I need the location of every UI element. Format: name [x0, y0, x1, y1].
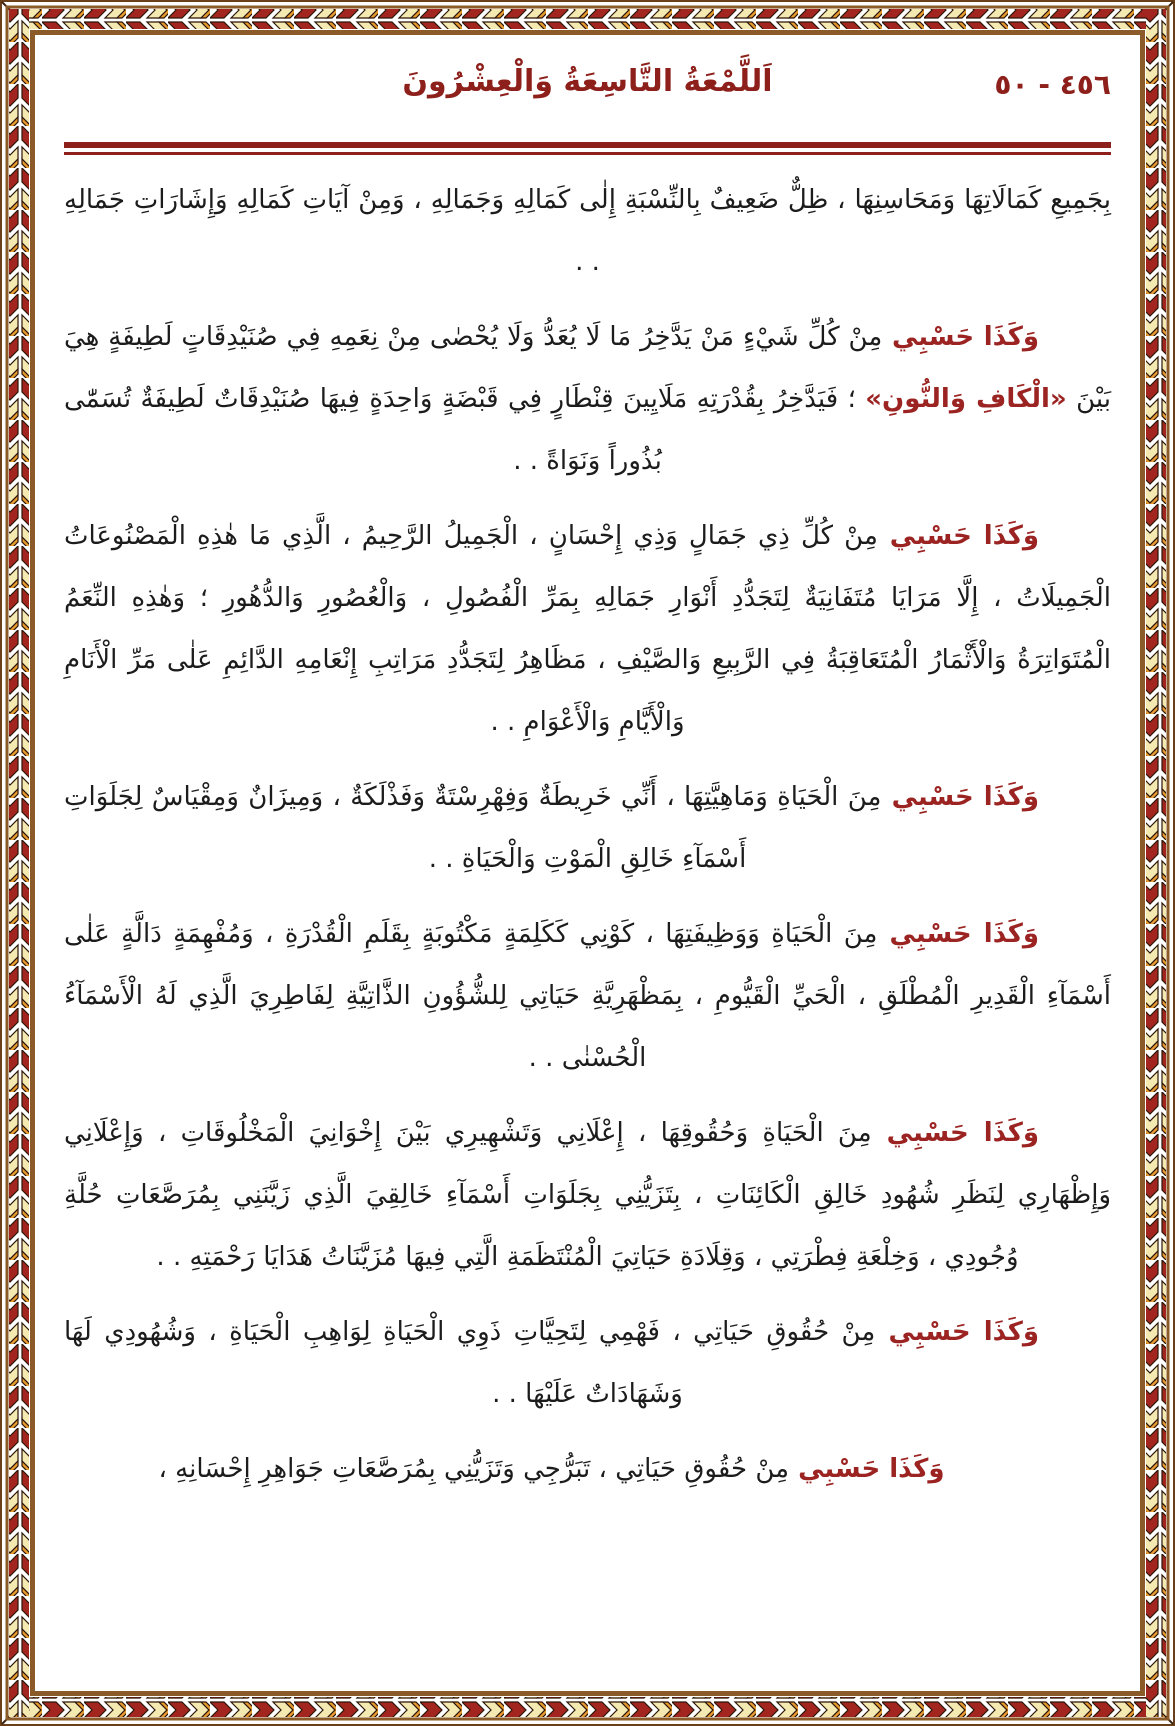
red-emphasis-text: وَكَذَا حَسْبِي: [789, 1454, 945, 1484]
page-header: [64, 38, 1111, 126]
paragraph: [64, 505, 1111, 753]
paragraph: [64, 766, 1111, 890]
body-text: [64, 169, 1111, 1500]
paragraph: [64, 1102, 1111, 1288]
text-segment: بِجَمِيعِ كَمَالَاتِهَا وَمَحَاسِنِهَا ، ظِلٌّ ضَعِيفٌ بِالنِّسْبَةِ إِلٰى كَمَالِهِ وَجَمَالِهِ ، وَمِنْ آيَاتِ كَمَالِهِ وَإِشَارَاتِ جَمَالِهِ . .: [64, 185, 1111, 277]
text-segment: مِنْ كُلِّ شَيْءٍ مَنْ يَدَّخِرُ مَا لَا يُعَدُّ وَلَا يُحْصٰى مِنْ نِعَمِهِ فِي صُنَيْدِقَاتٍ لَطِيفَةٍ هِيَ بَيْنَ: [64, 322, 1112, 414]
paragraph: [64, 903, 1111, 1089]
paragraph: [64, 1301, 1111, 1425]
paragraph: [64, 306, 1111, 492]
text-segment: مِنَ الْحَيَاةِ وَحُقُوقِهَا ، إِعْلَانِي وَتَشْهِيرِي بَيْنَ إِخْوَانِيَ الْمَخْلُوقَاتِ ، وَإِعْلَانِي وَإِظْهَارِي لِنَظَرِ شُهُودِ خَالِقِ الْكَائِنَاتِ ، بِتَزَيُّنِي بِجَلَوَاتِ أَسْمَآءِ خَالِقِيَ الَّذِي زَيَّنَنِي بِمُرَصَّعَاتِ حُلَّةِ وُجُودِي ، وَخِلْعَةِ فِطْرَتِي ، وَقِلَادَةِ حَيَاتِيَ الْمُنْتَظَمَةِ الَّتِي فِيهَا مُزَيَّنَاتُ هَدَايَا رَحْمَتِهِ . .: [64, 1118, 1111, 1272]
page-number: ٤٥٦ - ٥٠: [994, 68, 1111, 101]
text-segment: مِنَ الْحَيَاةِ وَمَاهِيَّتِهَا ، أَنِّي خَرِيطَةٌ وَفِهْرِسْتَةٌ وَفَذْلَكَةٌ ، وَمِيزَانٌ وَمِقْيَاسٌ لِجَلَوَاتِ أَسْمَآءِ خَالِقِ الْمَوْتِ وَالْحَيَاةِ . .: [64, 782, 882, 874]
page-content: [38, 38, 1137, 1688]
paragraph: [64, 169, 1111, 293]
text-segment: مِنَ الْحَيَاةِ وَوَظِيفَتِهَا ، كَوْنِي كَكَلِمَةٍ مَكْتُوبَةٍ بِقَلَمِ الْقُدْرَةِ ، وَمُفْهِمَةٍ دَالَّةٍ عَلٰى أَسْمَآءِ الْقَدِيرِ الْمُطْلَقِ ، الْحَيِّ الْقَيُّومِ ، بِمَظْهَرِيَّةِ حَيَاتِي لِلشُّؤُونِ الذَّاتِيَّةِ لِفَاطِرِيَ الَّذِي لَهُ الْأَسْمَآءُ الْحُسْنٰى . .: [64, 919, 1111, 1073]
paragraph: [64, 1438, 1111, 1500]
header-divider-rule: [64, 142, 1111, 155]
red-emphasis-text: «الْكَافِ وَالنُّونِ»: [865, 384, 1067, 414]
red-emphasis-text: وَكَذَا حَسْبِي: [877, 521, 1039, 551]
text-segment: مِنْ حُقُوقِ حَيَاتِي ، تَبَرُّجِي وَتَزَيُّنِي بِمُرَصَّعَاتِ جَوَاهِرِ إِحْسَانِهِ ،: [158, 1454, 790, 1484]
red-emphasis-text: وَكَذَا حَسْبِي: [871, 1118, 1039, 1148]
red-emphasis-text: وَكَذَا حَسْبِي: [882, 322, 1039, 352]
page-title: اَللَّمْعَةُ التَّاسِعَةُ وَالْعِشْرُونَ: [402, 64, 773, 99]
text-segment: مِنْ كُلِّ ذِي جَمَالٍ وَذِي إِحْسَانٍ ، الْجَمِيلُ الرَّحِيمُ ، الَّذِي مَا هٰذِهِ الْمَصْنُوعَاتُ الْجَمِيلَاتُ ، إِلَّا مَرَايَا مُتَفَانِيَةٌ لِتَجَدُّدِ أَنْوَارِ جَمَالِهِ بِمَرِّ الْفُصُولِ ، وَالْعُصُورِ وَالدُّهُورِ ؛ وَهٰذِهِ النِّعَمُ الْمُتَوَاتِرَةُ وَالْأَثْمَارُ الْمُتَعَاقِبَةُ فِي الرَّبِيعِ وَالصَّيْفِ ، مَظَاهِرُ لِتَجَدُّدِ مَرَاتِبِ إِنْعَامِهِ الدَّائِمِ عَلٰى مَرِّ الْأَنَامِ وَالْأَيَّامِ وَالْأَعْوَامِ . .: [64, 521, 1111, 737]
text-segment: ؛ فَيَدَّخِرُ بِقُدْرَتِهِ مَلَايِينَ قِنْطَارٍ فِي قَبْضَةٍ وَاحِدَةٍ فِيهَا صُنَيْدِقَاتٌ لَطِيفَةٌ تُسَمّٰى بُذُوراً وَنَوَاةً . .: [64, 384, 866, 476]
text-segment: مِنْ حُقُوقِ حَيَاتِي ، فَهْمِي لِتَحِيَّاتِ ذَوِي الْحَيَاةِ لِوَاهِبِ الْحَيَاةِ ، وَشُهُودِي لَهَا وَشَهَادَاتٌ عَلَيْهَا . .: [64, 1317, 876, 1409]
red-emphasis-text: وَكَذَا حَسْبِي: [881, 782, 1039, 812]
red-emphasis-text: وَكَذَا حَسْبِي: [877, 919, 1039, 949]
red-emphasis-text: وَكَذَا حَسْبِي: [875, 1317, 1039, 1347]
